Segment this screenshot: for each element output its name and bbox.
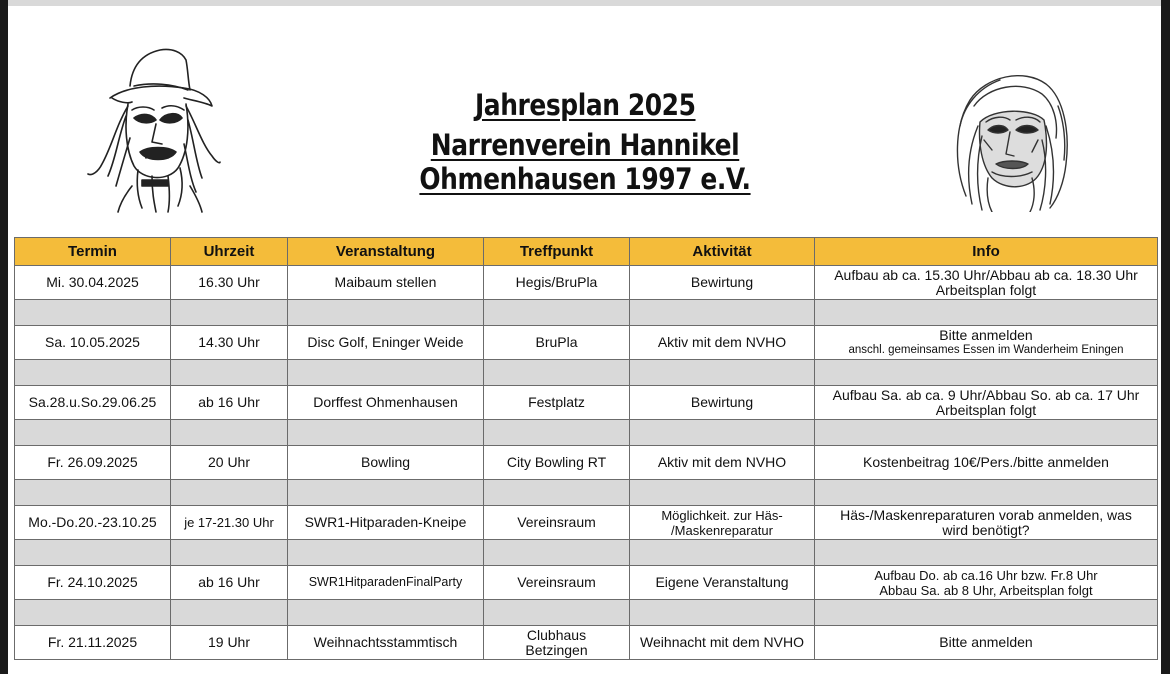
info-line: Aufbau Do. ab ca.16 Uhr bzw. Fr.8 Uhr — [874, 567, 1098, 583]
cell-info — [815, 326, 1158, 360]
club-name: Narrenverein Hannikel Ohmenhausen 1997 e.V. — [419, 128, 751, 196]
cell-uhrzeit: ab 16 Uhr — [171, 566, 288, 600]
cell-info: Bitte anmelden — [815, 626, 1158, 660]
cell-treffpunkt: Festplatz — [484, 386, 630, 420]
info-line: Arbeitsplan folgt — [935, 281, 1037, 298]
cell-termin: Sa. 10.05.2025 — [15, 326, 171, 360]
aktivitaet-line: /Maskenreparatur — [671, 522, 773, 538]
cell-aktivitaet: Aktiv mit dem NVHO — [630, 326, 815, 360]
cell-info — [815, 506, 1158, 540]
table-row — [15, 386, 1158, 420]
cell-aktivitaet: Aktiv mit dem NVHO — [630, 446, 815, 480]
cell-uhrzeit: 20 Uhr — [171, 446, 288, 480]
column-header-veranstaltung: Veranstaltung — [288, 238, 484, 266]
table-header-row — [15, 238, 1158, 266]
cell-treffpunkt: City Bowling RT — [484, 446, 630, 480]
table-spacer-row — [15, 420, 1158, 446]
column-header-treffpunkt: Treffpunkt — [484, 238, 630, 266]
title-block — [290, 88, 880, 196]
table-row — [15, 446, 1158, 480]
cell-termin: Sa.28.u.So.29.06.25 — [15, 386, 171, 420]
table-spacer-row — [15, 480, 1158, 506]
table-spacer-row — [15, 360, 1158, 386]
info-line: anschl. gemeinsames Essen im Wanderheim Eningen — [848, 343, 1124, 356]
cell-uhrzeit: ab 16 Uhr — [171, 386, 288, 420]
cell-aktivitaet: Weihnacht mit dem NVHO — [630, 626, 815, 660]
table-row — [15, 326, 1158, 360]
info-line: Kostenbeitrag 10€/Pers./bitte anmelden — [863, 454, 1109, 470]
cell-treffpunkt: Hegis/BruPla — [484, 266, 630, 300]
info-line: Arbeitsplan folgt — [935, 401, 1037, 418]
cell-treffpunkt: BruPla — [484, 326, 630, 360]
column-header-info: Info — [815, 238, 1158, 266]
cell-veranstaltung: Dorffest Ohmenhausen — [288, 386, 484, 420]
cell-info — [815, 386, 1158, 420]
cell-termin: Fr. 24.10.2025 — [15, 566, 171, 600]
info-line: Häs-/Maskenreparaturen vorab anmelden, was — [840, 506, 1132, 523]
cell-treffpunkt — [484, 626, 630, 660]
cell-uhrzeit: je 17-21.30 Uhr — [171, 506, 288, 540]
cell-termin: Mi. 30.04.2025 — [15, 266, 171, 300]
cell-veranstaltung: Maibaum stellen — [288, 266, 484, 300]
cell-info — [815, 266, 1158, 300]
cell-veranstaltung: SWR1HitparadenFinalParty — [288, 566, 484, 600]
column-header-termin: Termin — [15, 238, 171, 266]
aktivitaet-line: Möglichkeit. zur Häs- — [661, 507, 783, 523]
table-row — [15, 566, 1158, 600]
table-spacer-row — [15, 600, 1158, 626]
top-edge — [0, 0, 1170, 6]
cell-aktivitaet — [630, 506, 815, 540]
info-line: wird benötigt? — [942, 521, 1030, 538]
cell-veranstaltung: Disc Golf, Eninger Weide — [288, 326, 484, 360]
cell-info — [815, 566, 1158, 600]
cell-treffpunkt: Vereinsraum — [484, 506, 630, 540]
cell-aktivitaet: Eigene Veranstaltung — [630, 566, 815, 600]
cell-veranstaltung: Weihnachtsstammtisch — [288, 626, 484, 660]
info-line: Aufbau Sa. ab ca. 9 Uhr/Abbau So. ab ca. 17 Uhr — [832, 386, 1140, 403]
page-title: Jahresplan 2025 — [474, 88, 696, 122]
info-line: Bitte anmelden — [939, 326, 1033, 343]
info-line: Abbau Sa. ab 8 Uhr, Arbeitsplan folgt — [879, 582, 1093, 598]
left-frame-border — [0, 0, 8, 674]
table-row — [15, 626, 1158, 660]
treffpunkt-line: Betzingen — [525, 641, 588, 658]
cell-veranstaltung: Bowling — [288, 446, 484, 480]
table-row — [15, 506, 1158, 540]
table-spacer-row — [15, 540, 1158, 566]
cell-treffpunkt: Vereinsraum — [484, 566, 630, 600]
masked-figure-with-hat-icon — [72, 46, 222, 214]
treffpunkt-line: Clubhaus — [526, 626, 587, 643]
column-header-uhrzeit: Uhrzeit — [171, 238, 288, 266]
cell-aktivitaet: Bewirtung — [630, 386, 815, 420]
cell-veranstaltung: SWR1-Hitparaden-Kneipe — [288, 506, 484, 540]
cell-uhrzeit: 19 Uhr — [171, 626, 288, 660]
cell-uhrzeit: 14.30 Uhr — [171, 326, 288, 360]
cell-info — [815, 446, 1158, 480]
witch-mask-icon — [948, 66, 1072, 212]
cell-termin: Fr. 26.09.2025 — [15, 446, 171, 480]
info-line: Aufbau ab ca. 15.30 Uhr/Abbau ab ca. 18.30 Uhr — [834, 266, 1138, 283]
table-spacer-row — [15, 300, 1158, 326]
column-header-aktivitaet: Aktivität — [630, 238, 815, 266]
cell-termin: Fr. 21.11.2025 — [15, 626, 171, 660]
table-row — [15, 266, 1158, 300]
cell-aktivitaet: Bewirtung — [630, 266, 815, 300]
cell-termin: Mo.-Do.20.-23.10.25 — [15, 506, 171, 540]
right-frame-border — [1161, 0, 1170, 674]
schedule-table — [14, 237, 1158, 660]
cell-uhrzeit: 16.30 Uhr — [171, 266, 288, 300]
